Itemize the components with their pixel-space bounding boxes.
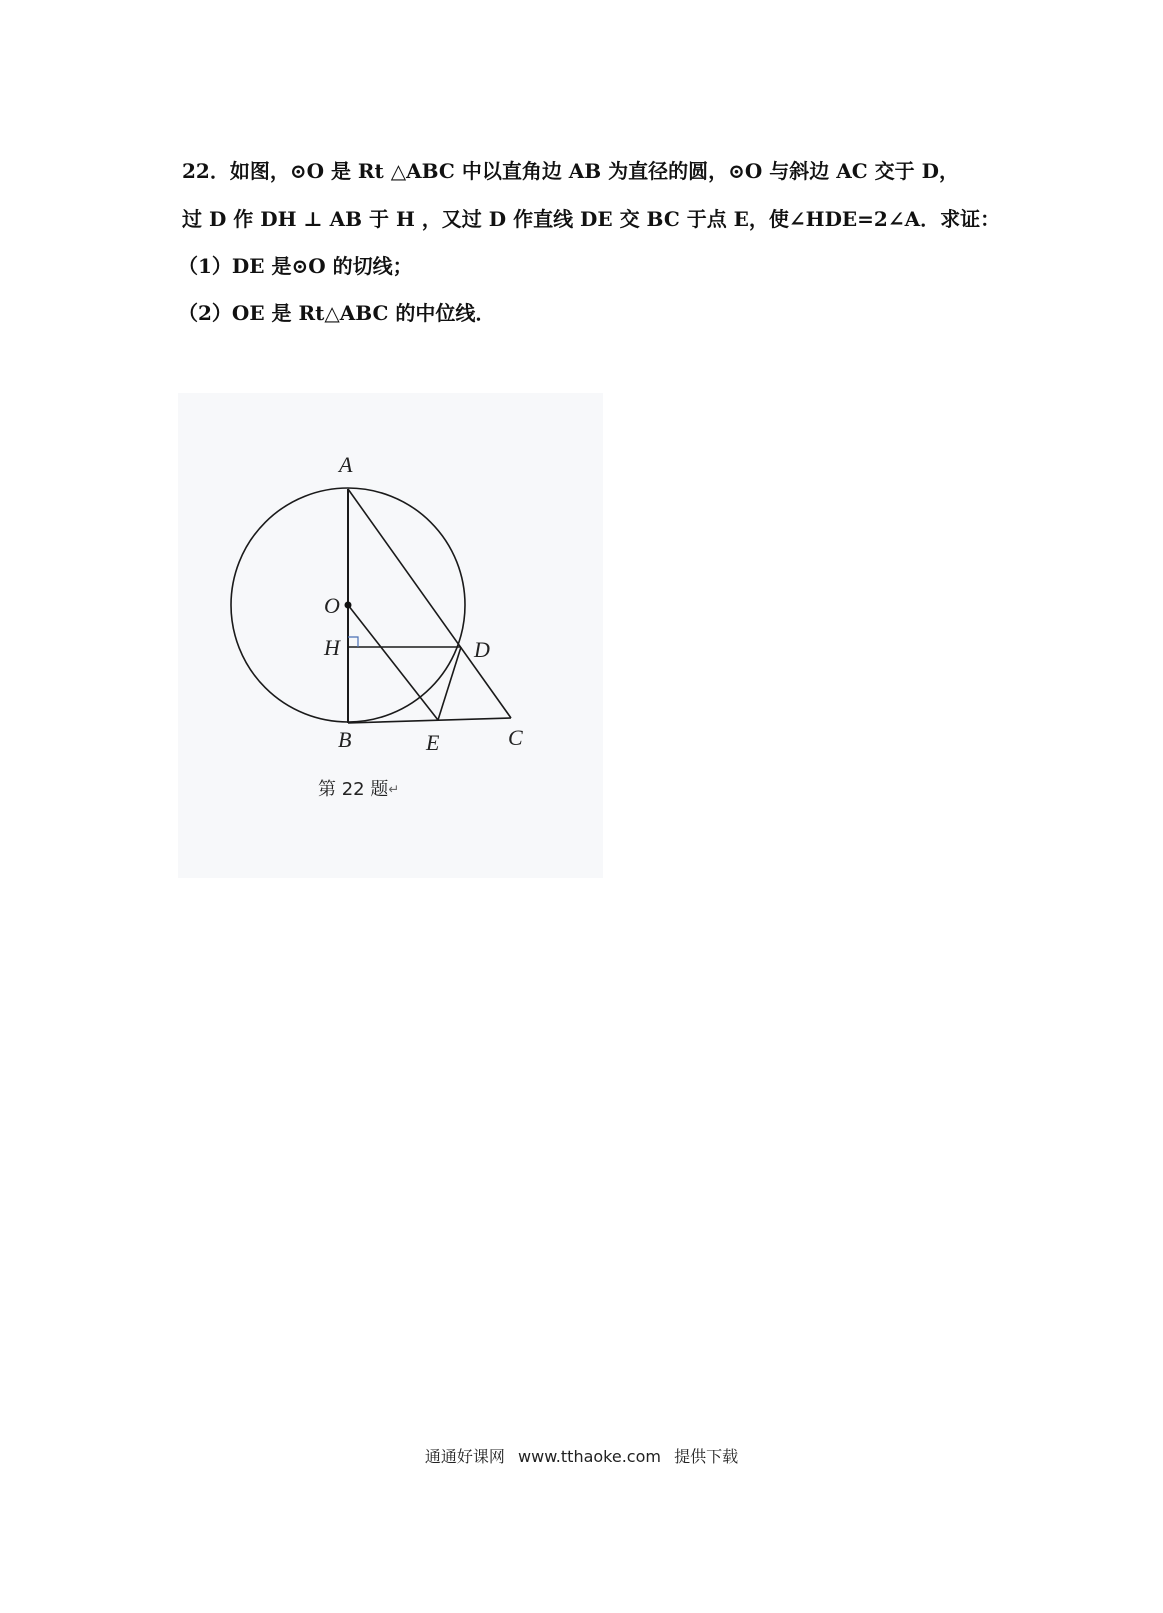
problem-part-1: （1）DE 是⊙O 的切线； bbox=[178, 254, 413, 278]
label-h: H bbox=[324, 635, 340, 660]
footer-url: www.tthaoke.com bbox=[518, 1447, 661, 1466]
label-o: O bbox=[324, 593, 340, 618]
geometry-figure bbox=[178, 393, 603, 878]
figure-caption bbox=[318, 775, 399, 801]
figure-caption-text: 第 22 题 bbox=[318, 779, 389, 800]
label-c: C bbox=[508, 725, 523, 750]
footer-suffix: 提供下载 bbox=[674, 1447, 739, 1466]
label-b: B bbox=[338, 727, 352, 752]
segment-oe bbox=[348, 605, 438, 720]
center-point-o bbox=[345, 602, 352, 609]
problem-line-2: 过 D 作 DH ⊥ AB 于 H ，又过 D 作直线 DE 交 BC 于点 E，使∠HDE=2∠A．求证： bbox=[182, 207, 1001, 231]
footer-site-name: 通通好课网 bbox=[424, 1447, 505, 1466]
label-e: E bbox=[426, 730, 440, 755]
problem-line-1: 22．如图，⊙O 是 Rt △ABC 中以直角边 AB 为直径的圆，⊙O 与斜边 AC 交于 D， bbox=[182, 159, 959, 183]
segment-de bbox=[438, 647, 461, 720]
problem-part-2: （2）OE 是 Rt△ABC 的中位线． bbox=[178, 301, 496, 325]
paragraph-mark-icon: ↵ bbox=[388, 782, 400, 798]
label-a: A bbox=[339, 452, 353, 477]
label-d: D bbox=[474, 637, 490, 662]
right-angle-mark bbox=[348, 637, 358, 647]
problem-statement bbox=[0, 0, 1163, 360]
segment-ac bbox=[348, 489, 511, 718]
page-footer bbox=[0, 1444, 1163, 1467]
geometry-diagram bbox=[178, 393, 603, 878]
